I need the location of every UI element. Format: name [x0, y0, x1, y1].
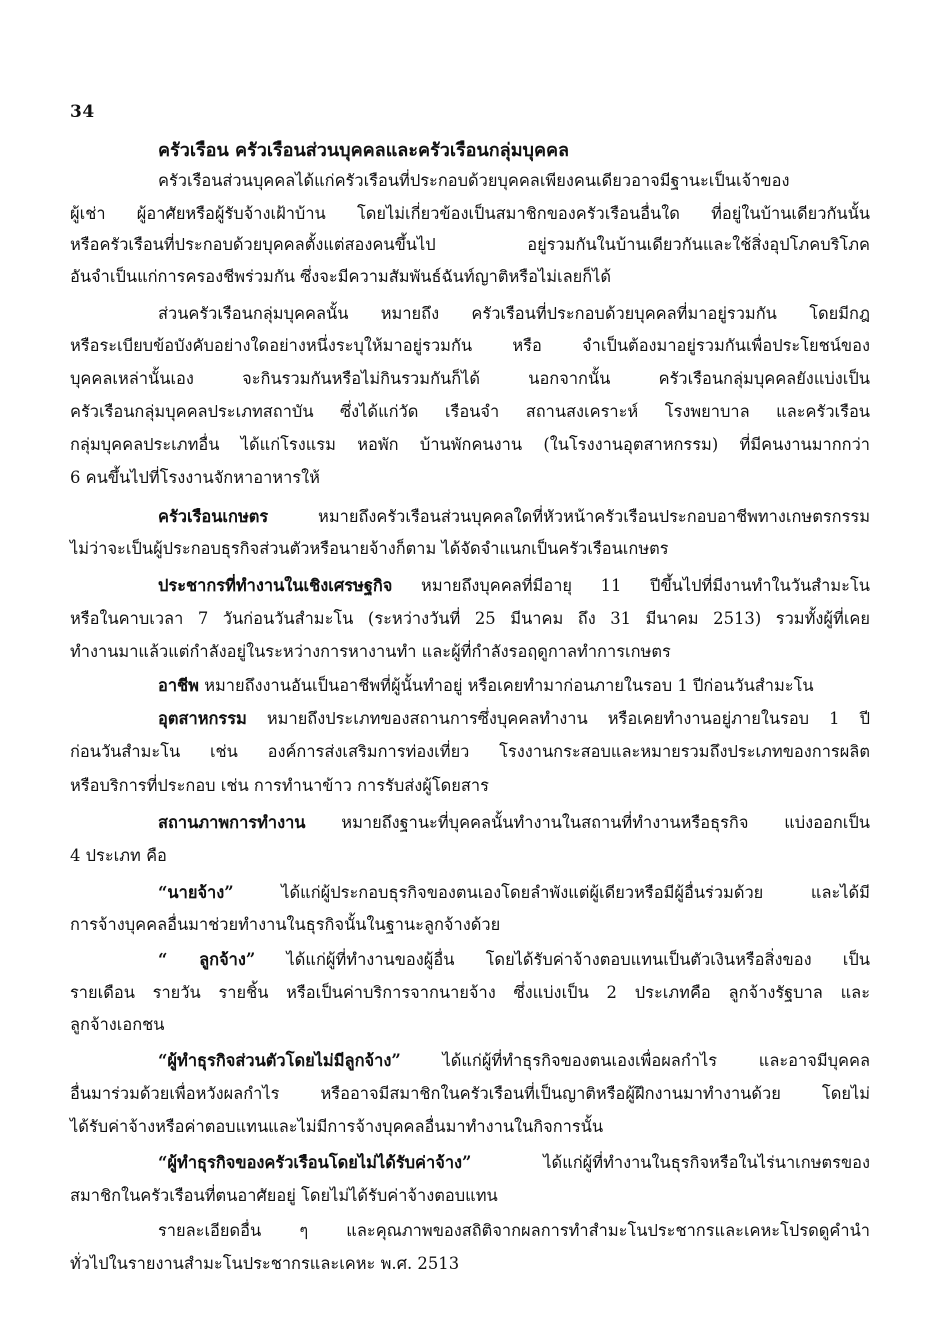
page-number: 34 — [70, 102, 95, 122]
term-definition: ได้แก่ผู้ที่ทำธุรกิจของตนเองเพื่อผลกำไร และอาจมีบุคคล — [400, 1051, 870, 1070]
term-label: “นายจ้าง” — [158, 883, 234, 902]
term-definition: ได้แก่ผู้ที่ทำงานในธุรกิจหรือในไร่นาเกษตรของ — [471, 1153, 870, 1172]
term-definition: หมายถึงฐานะที่บุคคลนั้นทำงานในสถานที่ทำงานหรือธุรกิจ แบ่งออกเป็น — [305, 813, 870, 832]
term-label: ประชากรที่ทำงานในเชิงเศรษฐกิจ — [158, 576, 393, 595]
paragraph-line — [158, 1152, 870, 1174]
term-definition: หมายถึงบุคคลที่มีอายุ 11 ปีขึ้นไปที่มีงานทำในวันสำมะโน — [392, 576, 870, 595]
paragraph-line — [158, 575, 870, 597]
term-label: สถานภาพการทำงาน — [158, 813, 306, 832]
paragraph-line: หรือระเบียบข้อบังคับอย่างใดอย่างหนึ่งระบุให้มาอยู่รวมกัน หรือ จำเป็นต้องมาอยู่รวมกันเพื่อประโยชน์ของ — [70, 336, 870, 355]
paragraph-line: บุคคลเหล่านั้นเอง จะกินรวมกันหรือไม่กินรวมกันก็ได้ นอกจากนั้น ครัวเรือนกลุ่มบุคคลยังแบ่งเป็น — [70, 369, 870, 388]
section-heading: ครัวเรือน ครัวเรือนส่วนบุคคลและครัวเรือนกลุ่มบุคคล — [158, 140, 570, 161]
paragraph-line — [158, 1050, 870, 1072]
paragraph-line — [158, 882, 870, 904]
term-label: อุตสาหกรรม — [158, 709, 247, 728]
paragraph-line: การจ้างบุคคลอื่นมาช่วยทำงานในธุรกิจนั้นในฐานะลูกจ้างด้วย — [70, 915, 501, 934]
paragraph-line: หรือบริการที่ประกอบ เช่น การทำนาข้าว การรับส่งผู้โดยสาร — [70, 776, 489, 795]
paragraph-line: กลุ่มบุคคลประเภทอื่น ได้แก่โรงแรม หอพัก บ้านพักคนงาน (ในโรงงานอุตสาหกรรม) ที่มีคนงานมากกว่า — [70, 435, 870, 454]
paragraph-line: ก่อนวันสำมะโน เช่น องค์การส่งเสริมการท่องเที่ยว โรงงานกระสอบและหมายรวมถึงประเภทของการผลิต — [70, 742, 870, 761]
paragraph-line: หรือครัวเรือนที่ประกอบด้วยบุคคลตั้งแต่สองคนขึ้นไป อยู่รวมกันในบ้านเดียวกันและใช้สิ่งอุปโภคบริโภค — [70, 235, 870, 254]
paragraph-line: ทั่วไปในรายงานสำมะโนประชากรและเคหะ พ.ศ. 2513 — [70, 1254, 460, 1273]
term-label: “ผู้ทำธุรกิจของครัวเรือนโดยไม่ได้รับค่าจ้าง” — [158, 1153, 472, 1172]
paragraph-line: สมาชิกในครัวเรือนที่ตนอาศัยอยู่ โดยไม่ได้รับค่าจ้างตอบแทน — [70, 1186, 498, 1205]
paragraph-line: รายละเอียดอื่น ๆ และคุณภาพของสถิติจากผลการทำสำมะโนประชากรและเคหะโปรดดูคำนำ — [158, 1221, 870, 1240]
paragraph-line — [158, 812, 870, 834]
term-definition: หมายถึงงานอันเป็นอาชีพที่ผู้นั้นทำอยู่ หรือเคยทำมาก่อนภายในรอบ 1 ปีก่อนวันสำมะโน — [198, 676, 814, 695]
paragraph-line — [158, 708, 870, 730]
term-label: “ผู้ทำธุรกิจส่วนตัวโดยไม่มีลูกจ้าง” — [158, 1051, 401, 1070]
paragraph-line: อันจำเป็นแก่การครองชีพร่วมกัน ซึ่งจะมีความสัมพันธ์ฉันท์ญาติหรือไม่เลยก็ได้ — [70, 267, 612, 286]
paragraph-line: ผู้เช่า ผู้อาศัยหรือผู้รับจ้างเฝ้าบ้าน โดยไม่เกี่ยวข้องเป็นสมาชิกของครัวเรือนอื่นใด ที่อยู่ในบ้านเดียวกันนั้น — [70, 204, 870, 223]
paragraph-line: 4 ประเภท คือ — [70, 846, 167, 865]
paragraph-line: อื่นมาร่วมด้วยเพื่อหวังผลกำไร หรืออาจมีสมาชิกในครัวเรือนที่เป็นญาติหรือผู้ฝึกงานมาทำงานด้วย โดยไม่ — [70, 1084, 870, 1103]
term-label: “ ลูกจ้าง” — [158, 950, 256, 969]
paragraph-line: ลูกจ้างเอกชน — [70, 1015, 165, 1034]
paragraph-line: ครัวเรือนส่วนบุคคลได้แก่ครัวเรือนที่ประกอบด้วยบุคคลเพียงคนเดียวอาจมีฐานะเป็นเจ้าของ — [158, 171, 790, 190]
term-definition: ได้แก่ผู้ที่ทำงานของผู้อื่น โดยได้รับค่าจ้างตอบแทนเป็นตัวเงินหรือสิ่งของ เป็น — [255, 950, 870, 969]
paragraph-line — [158, 675, 870, 697]
paragraph-line: ไม่ว่าจะเป็นผู้ประกอบธุรกิจส่วนตัวหรือนายจ้างก็ตาม ได้จัดจำแนกเป็นครัวเรือนเกษตร — [70, 539, 669, 558]
paragraph-line: ได้รับค่าจ้างหรือค่าตอบแทนและไม่มีการจ้างบุคคลอื่นมาทำงานในกิจการนั้น — [70, 1117, 604, 1136]
paragraph-line: รายเดือน รายวัน รายชิ้น หรือเป็นค่าบริการจากนายจ้าง ซึ่งแบ่งเป็น 2 ประเภทคือ ลูกจ้างรัฐบาล และ — [70, 983, 870, 1002]
paragraph-line: ทำงานมาแล้วแต่กำลังอยู่ในระหว่างการหางานทำ และผู้ที่กำลังรอฤดูกาลทำการเกษตร — [70, 642, 671, 661]
term-label: อาชีพ — [158, 676, 199, 695]
term-definition: ได้แก่ผู้ประกอบธุรกิจของตนเองโดยลำพังแต่ผู้เดียวหรือมีผู้อื่นร่วมด้วย และได้มี — [233, 883, 870, 902]
paragraph-line: หรือในคาบเวลา 7 วันก่อนวันสำมะโน (ระหว่างวันที่ 25 มีนาคม ถึง 31 มีนาคม 2513) รวมทั้งผู้ที่เคย — [70, 609, 870, 628]
paragraph-line — [158, 949, 870, 971]
paragraph-line: ครัวเรือนกลุ่มบุคคลประเภทสถาบัน ซึ่งได้แก่วัด เรือนจำ สถานสงเคราะห์ โรงพยาบาล และครัวเรือน — [70, 402, 870, 421]
term-definition: หมายถึงประเภทของสถานการซึ่งบุคคลทำงาน หรือเคยทำงานอยู่ภายในรอบ 1 ปี — [246, 709, 870, 728]
paragraph-line: 6 คนขึ้นไปที่โรงงานจักหาอาหารให้ — [70, 468, 320, 487]
paragraph-line — [158, 506, 870, 528]
term-label: ครัวเรือนเกษตร — [158, 507, 269, 526]
term-definition: หมายถึงครัวเรือนส่วนบุคคลใดที่หัวหน้าครัวเรือนประกอบอาชีพทางเกษตรกรรม — [268, 507, 870, 526]
paragraph-line: ส่วนครัวเรือนกลุ่มบุคคลนั้น หมายถึง ครัวเรือนที่ประกอบด้วยบุคคลที่มาอยู่รวมกัน โดยมีกฎ — [158, 304, 870, 323]
